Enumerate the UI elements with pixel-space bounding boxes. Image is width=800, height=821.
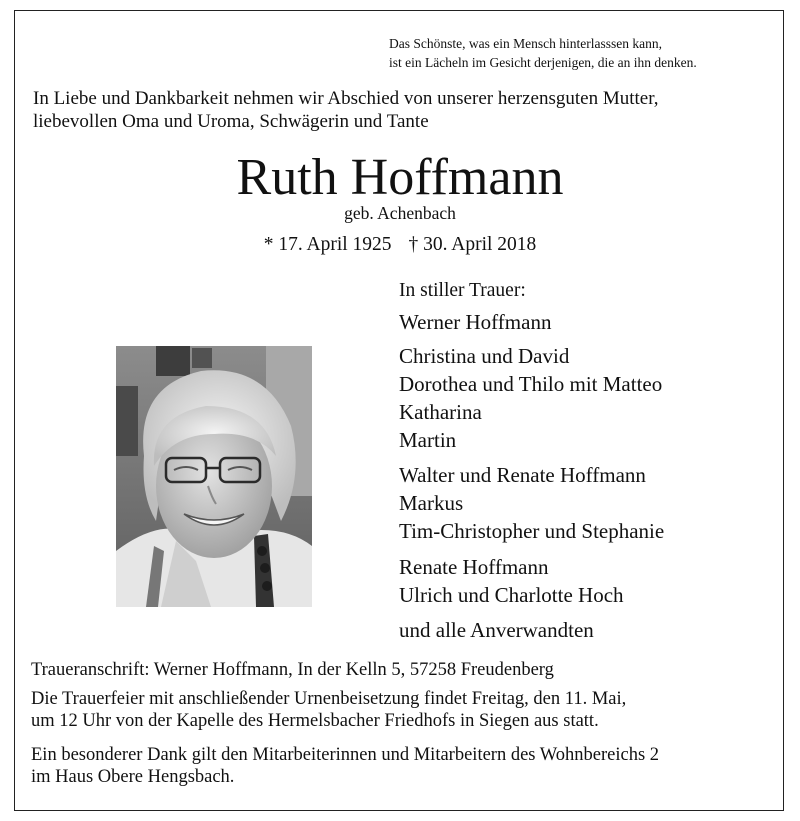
mourner-line: Ulrich und Charlotte Hoch (399, 583, 624, 607)
quote-line-2: ist ein Lächeln im Gesicht derjenigen, die an ihn denken. (389, 55, 697, 70)
mourner-line: Christina und David (399, 344, 570, 368)
mourner-line: Tim-Christopher und Stephanie (399, 519, 665, 543)
mourner-line: Werner Hoffmann (399, 310, 552, 334)
birth-name: geb. Achenbach (344, 203, 456, 223)
thanks-text (31, 744, 659, 788)
intro-text (33, 87, 659, 133)
mourner-line: Markus (399, 491, 464, 515)
mourning-address: Traueranschrift: Werner Hoffmann, In der Kelln 5, 57258 Freudenberg (31, 660, 554, 680)
quote-line-1: Das Schönste, was ein Mensch hinterlasssen kann, (389, 36, 662, 51)
mourner-line: Martin (399, 428, 457, 452)
epigraph-quote (389, 34, 697, 72)
life-dates (0, 232, 800, 258)
mourner-line: und alle Anverwandten (399, 618, 594, 642)
mourner-line: Walter und Renate Hoffmann (399, 463, 646, 487)
death-date: † 30. April 2018 (408, 234, 537, 255)
intro-line-2: liebevollen Oma und Uroma, Schwägerin und Tante (33, 111, 429, 132)
mourners-intro: In stiller Trauer: (399, 280, 526, 301)
birth-date: * 17. April 1925 (263, 234, 392, 255)
mourner-line: Dorothea und Thilo mit Matteo (399, 372, 663, 396)
intro-line-1: In Liebe und Dankbarkeit nehmen wir Abschied von unserer herzensguten Mutter, (33, 88, 659, 109)
thanks-line-2: im Haus Obere Hengsbach. (31, 767, 235, 787)
mourner-line: Katharina (399, 400, 482, 424)
mourner-line: Renate Hoffmann (399, 555, 549, 579)
ceremony-text (31, 688, 626, 732)
portrait-photo (116, 346, 312, 607)
ceremony-line-1: Die Trauerfeier mit anschließender Urnenbeisetzung findet Freitag, den 11. Mai, (31, 689, 627, 709)
thanks-line-1: Ein besonderer Dank gilt den Mitarbeiterinnen und Mitarbeitern des Wohnbereichs 2 (31, 745, 660, 765)
deceased-name: Ruth Hoffmann (236, 149, 564, 206)
ceremony-line-2: um 12 Uhr von der Kapelle des Hermelsbacher Friedhofs in Siegen aus statt. (31, 711, 599, 731)
